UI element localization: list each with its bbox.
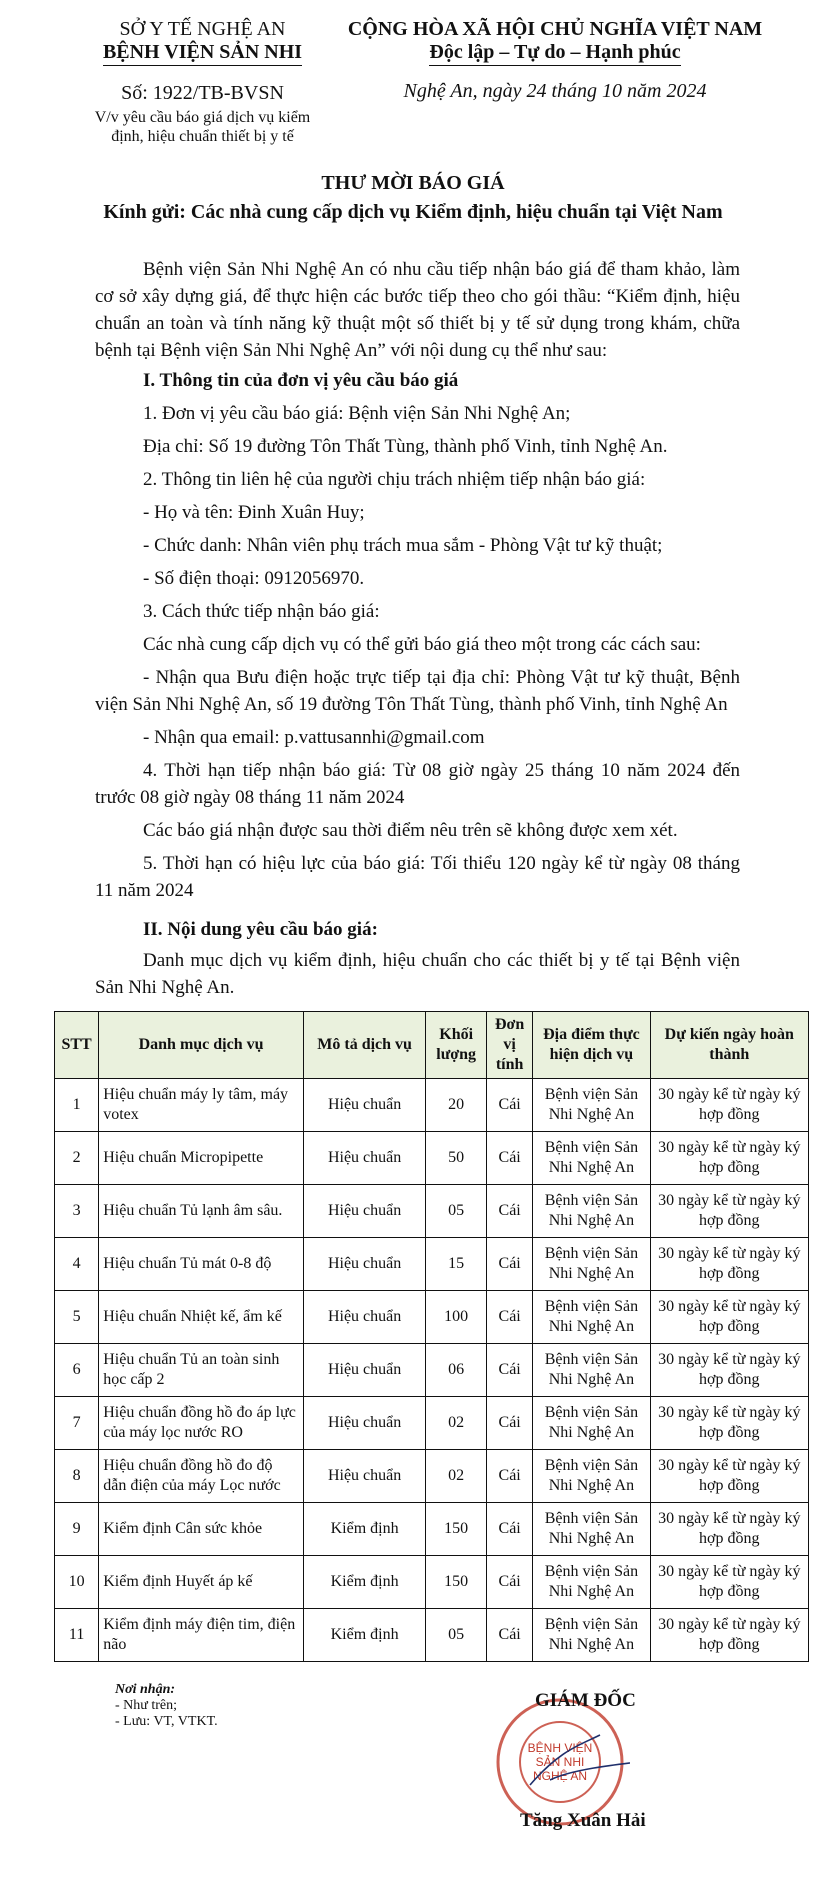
cell-service: Hiệu chuẩn máy ly tâm, máy votex	[99, 1079, 304, 1132]
cell-unit: Cái	[487, 1185, 533, 1238]
cell-location: Bệnh viện Sản Nhi Nghệ An	[533, 1291, 650, 1344]
cell-quantity: 05	[426, 1609, 487, 1662]
signer-name: Tăng Xuân Hải	[520, 1810, 646, 1831]
cell-description: Hiệu chuẩn	[303, 1079, 425, 1132]
cell-description: Hiệu chuẩn	[303, 1132, 425, 1185]
cell-location: Bệnh viện Sản Nhi Nghệ An	[533, 1344, 650, 1397]
col-stt: STT	[55, 1012, 99, 1079]
table-row	[55, 1185, 809, 1238]
cell-stt: 1	[55, 1079, 99, 1132]
svg-text:SẢN NHI: SẢN NHI	[535, 1755, 585, 1769]
cell-service: Hiệu chuẩn đồng hồ đo áp lực của máy lọc nước RO	[99, 1397, 304, 1450]
cell-description: Hiệu chuẩn	[303, 1344, 425, 1397]
cell-completion: 30 ngày kể từ ngày ký hợp đồng	[650, 1185, 808, 1238]
email-line: - Nhận qua email: p.vattusannhi@gmail.com	[143, 727, 485, 748]
cell-location: Bệnh viện Sản Nhi Nghệ An	[533, 1397, 650, 1450]
table-row	[55, 1397, 809, 1450]
cell-location: Bệnh viện Sản Nhi Nghệ An	[533, 1556, 650, 1609]
cell-completion: 30 ngày kể từ ngày ký hợp đồng	[650, 1556, 808, 1609]
cell-quantity: 100	[426, 1291, 487, 1344]
section-2-heading: II. Nội dung yêu cầu báo giá:	[143, 919, 378, 940]
cell-stt: 9	[55, 1503, 99, 1556]
cell-unit: Cái	[487, 1397, 533, 1450]
cell-completion: 30 ngày kể từ ngày ký hợp đồng	[650, 1132, 808, 1185]
cell-completion: 30 ngày kể từ ngày ký hợp đồng	[650, 1291, 808, 1344]
col-khoi-luong: Khối lượng	[426, 1012, 487, 1079]
cell-service: Hiệu chuẩn Tủ an toàn sinh học cấp 2	[99, 1344, 304, 1397]
cell-quantity: 150	[426, 1556, 487, 1609]
cell-completion: 30 ngày kể từ ngày ký hợp đồng	[650, 1609, 808, 1662]
cell-quantity: 05	[426, 1185, 487, 1238]
col-du-kien: Dự kiến ngày hoàn thành	[650, 1012, 808, 1079]
cell-completion: 30 ngày kể từ ngày ký hợp đồng	[650, 1238, 808, 1291]
cell-completion: 30 ngày kể từ ngày ký hợp đồng	[650, 1450, 808, 1503]
cell-unit: Cái	[487, 1556, 533, 1609]
table-row	[55, 1238, 809, 1291]
issuer-ministry: SỞ Y TẾ NGHỆ AN	[119, 18, 286, 40]
table-row	[55, 1503, 809, 1556]
motto: Độc lập – Tự do – Hạnh phúc	[429, 41, 680, 66]
cell-unit: Cái	[487, 1238, 533, 1291]
cell-stt: 2	[55, 1132, 99, 1185]
col-don-vi: Đơn vị tính	[487, 1012, 533, 1079]
table-row	[55, 1450, 809, 1503]
table-row	[55, 1344, 809, 1397]
cell-location: Bệnh viện Sản Nhi Nghệ An	[533, 1185, 650, 1238]
table-row	[55, 1609, 809, 1662]
cell-location: Bệnh viện Sản Nhi Nghệ An	[533, 1450, 650, 1503]
table-row	[55, 1079, 809, 1132]
cell-quantity: 02	[426, 1397, 487, 1450]
cell-unit: Cái	[487, 1291, 533, 1344]
cell-service: Kiểm định máy điện tim, điện não	[99, 1609, 304, 1662]
document-subject-line2: định, hiệu chuẩn thiết bị y tế	[111, 128, 294, 145]
cell-completion: 30 ngày kể từ ngày ký hợp đồng	[650, 1397, 808, 1450]
signer-title: GIÁM ĐỐC	[535, 1690, 636, 1711]
table-row	[55, 1132, 809, 1185]
cell-service: Hiệu chuẩn Nhiệt kế, ẩm kế	[99, 1291, 304, 1344]
cell-service: Hiệu chuẩn Tủ mát 0-8 độ	[99, 1238, 304, 1291]
cell-stt: 7	[55, 1397, 99, 1450]
document-subject-line1: V/v yêu cầu báo giá dịch vụ kiểm	[94, 109, 311, 126]
cell-completion: 30 ngày kể từ ngày ký hợp đồng	[650, 1079, 808, 1132]
place-date: Nghệ An, ngày 24 tháng 10 năm 2024	[403, 80, 707, 102]
cell-unit: Cái	[487, 1503, 533, 1556]
cell-unit: Cái	[487, 1344, 533, 1397]
recipient-line: Kính gửi: Các nhà cung cấp dịch vụ Kiểm định, hiệu chuẩn tại Việt Nam	[103, 201, 723, 223]
cell-stt: 10	[55, 1556, 99, 1609]
country-name: CỘNG HÒA XÃ HỘI CHỦ NGHĨA VIỆT NAM	[347, 18, 763, 40]
cell-description: Hiệu chuẩn	[303, 1397, 425, 1450]
cell-description: Kiểm định	[303, 1503, 425, 1556]
cell-stt: 4	[55, 1238, 99, 1291]
issuer-hospital: BỆNH VIỆN SẢN NHI	[103, 41, 302, 66]
cell-quantity: 02	[426, 1450, 487, 1503]
cell-service: Kiểm định Huyết áp kế	[99, 1556, 304, 1609]
document-number: Số: 1922/TB-BVSN	[121, 82, 284, 104]
cell-location: Bệnh viện Sản Nhi Nghệ An	[533, 1079, 650, 1132]
cell-quantity: 06	[426, 1344, 487, 1397]
cell-unit: Cái	[487, 1450, 533, 1503]
cell-stt: 11	[55, 1609, 99, 1662]
cell-quantity: 20	[426, 1079, 487, 1132]
cell-quantity: 50	[426, 1132, 487, 1185]
cell-stt: 3	[55, 1185, 99, 1238]
services-table	[54, 1011, 809, 1662]
table-body	[55, 1079, 809, 1662]
section-2: II. Nội dung yêu cầu báo giá: Danh mục dịch vụ kiểm định, hiệu chuẩn cho các thiết bị y tế tại Bệnh viện Sản Nhi Nghệ An.	[95, 916, 740, 1001]
cell-completion: 30 ngày kể từ ngày ký hợp đồng	[650, 1344, 808, 1397]
cell-description: Hiệu chuẩn	[303, 1291, 425, 1344]
cell-quantity: 150	[426, 1503, 487, 1556]
cell-description: Hiệu chuẩn	[303, 1185, 425, 1238]
section-1-heading: I. Thông tin của đơn vị yêu cầu báo giá	[143, 370, 459, 391]
col-dia-diem: Địa điểm thực hiện dịch vụ	[533, 1012, 650, 1079]
cell-service: Hiệu chuẩn Tủ lạnh âm sâu.	[99, 1185, 304, 1238]
cell-location: Bệnh viện Sản Nhi Nghệ An	[533, 1609, 650, 1662]
col-danh-muc: Danh mục dịch vụ	[99, 1012, 304, 1079]
col-mo-ta: Mô tả dịch vụ	[303, 1012, 425, 1079]
cell-stt: 6	[55, 1344, 99, 1397]
intro-paragraph: Bệnh viện Sản Nhi Nghệ An có nhu cầu tiếp nhận báo giá để tham khảo, làm cơ sở xây dựng giá, để thực hiện các bước tiếp theo cho gói thầu: “Kiểm định, hiệu chuẩn an toàn và tính năng kỹ thuật một số thiết bị y tế sử dụng trong khám, chữa bệnh tại Bệnh viện Sản Nhi Nghệ An” với nội dung cụ thể như sau:	[95, 259, 740, 361]
cell-service: Kiểm định Cân sức khỏe	[99, 1503, 304, 1556]
recipients-block: Nơi nhận: - Như trên; - Lưu: VT, VTKT.	[115, 1682, 218, 1729]
cell-location: Bệnh viện Sản Nhi Nghệ An	[533, 1238, 650, 1291]
email-address: p.vattusannhi@gmail.com	[284, 727, 485, 748]
cell-description: Kiểm định	[303, 1609, 425, 1662]
cell-service: Hiệu chuẩn Micropipette	[99, 1132, 304, 1185]
cell-quantity: 15	[426, 1238, 487, 1291]
cell-description: Hiệu chuẩn	[303, 1238, 425, 1291]
svg-text:BỆNH VIỆN: BỆNH VIỆN	[527, 1741, 593, 1755]
svg-text:NGHỆ AN: NGHỆ AN	[532, 1769, 588, 1783]
cell-location: Bệnh viện Sản Nhi Nghệ An	[533, 1132, 650, 1185]
cell-service: Hiệu chuẩn đồng hồ đo độ dẫn điện của máy Lọc nước	[99, 1450, 304, 1503]
table-header-row	[55, 1012, 809, 1079]
cell-stt: 8	[55, 1450, 99, 1503]
cell-description: Kiểm định	[303, 1556, 425, 1609]
issuer-block	[70, 18, 335, 146]
cell-unit: Cái	[487, 1132, 533, 1185]
national-motto-block	[340, 18, 770, 103]
recipients-heading: Nơi nhận:	[115, 1682, 176, 1697]
table-row	[55, 1291, 809, 1344]
cell-stt: 5	[55, 1291, 99, 1344]
cell-completion: 30 ngày kể từ ngày ký hợp đồng	[650, 1503, 808, 1556]
cell-location: Bệnh viện Sản Nhi Nghệ An	[533, 1503, 650, 1556]
document-title: THƯ MỜI BÁO GIÁ	[321, 172, 505, 194]
section-1: I. Thông tin của đơn vị yêu cầu báo giá 1. Đơn vị yêu cầu báo giá: Bệnh viện Sản Nhi Nghệ An; Địa chỉ: Số 19 đường Tôn Thất Tùng, thành phố Vinh, tỉnh Nghệ An. 2. Thông tin liên hệ của người chịu trách nhiệm tiếp nhận báo giá: - Họ và tên: Đinh Xuân Huy; - Chức danh: Nhân viên phụ trách mua sắm - Phòng Vật tư kỹ thuật; - Số điện thoại: 0912056970. 3. Cách thức tiếp nhận báo giá: Các nhà cung cấp dịch vụ có thể gửi báo giá theo một trong các cách sau: - Nhận qua Bưu điện hoặc trực tiếp tại địa chỉ: Phòng Vật tư kỹ thuật, Bệnh viện Sản Nhi Nghệ An, số 19 đường Tôn Thất Tùng, thành phố Vinh, tỉnh Nghệ An - Nhận qua email: p.vattusannhi@gmail.com 4. Thời hạn tiếp nhận báo giá: Từ 08 giờ ngày 25 tháng 10 năm 2024 đến trước 08 giờ ngày 08 tháng 11 năm 2024 Các báo giá nhận được sau thời điểm nêu trên sẽ không được xem xét. 5. Thời hạn có hiệu lực của báo giá: Tối thiểu 120 ngày kể từ ngày 08 tháng 11 năm 2024	[95, 367, 740, 904]
cell-unit: Cái	[487, 1079, 533, 1132]
table-row	[55, 1556, 809, 1609]
cell-description: Hiệu chuẩn	[303, 1450, 425, 1503]
cell-unit: Cái	[487, 1609, 533, 1662]
